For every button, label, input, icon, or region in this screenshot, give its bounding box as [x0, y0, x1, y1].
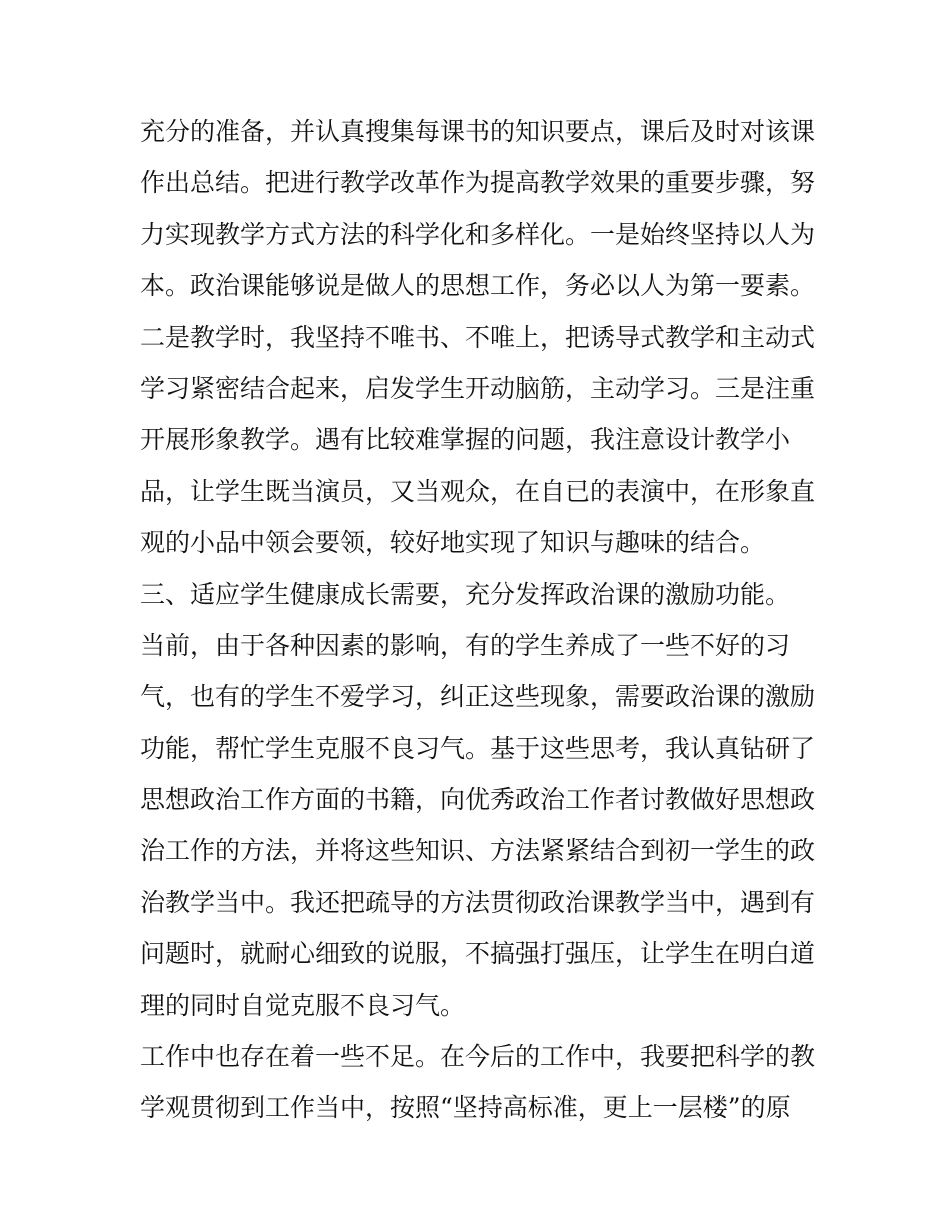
text-line: 品，让学生既当演员，又当观众，在自已的表演中，在形象直: [140, 476, 816, 506]
text-line: 充分的准备，并认真搜集每课书的知识要点，课后及时对该课: [140, 117, 816, 146]
text-line: 气，也有的学生不爱学习，纠正这些现象，需要政治课的激励: [140, 682, 816, 712]
text-line: 当前，由于各种因素的影响，有的学生养成了一些不好的习: [140, 630, 791, 660]
section-heading: 三、适应学生健康成长需要，充分发挥政治课的激励功能。: [140, 579, 791, 609]
body-text: [140, 106, 820, 1134]
text-line: 工作中也存在着一些不足。在今后的工作中，我要把科学的教: [140, 1042, 816, 1072]
text-line: 作出总结。把进行教学改革作为提高教学效果的重要步骤，努: [140, 168, 816, 198]
text-line: 治教学当中。我还把疏导的方法贯彻政治课教学当中，遇到有: [140, 887, 816, 917]
text-line: 功能，帮忙学生克服不良习气。基于这些思考，我认真钻研了: [140, 733, 816, 763]
text-line: 学习紧密结合起来，启发学生开动脑筋，主动学习。三是注重: [140, 373, 816, 403]
text-line: 治工作的方法，并将这些知识、方法紧紧结合到初一学生的政: [140, 836, 816, 866]
text-line: 问题时，就耐心细致的说服，不搞强打强压，让学生在明白道: [140, 939, 816, 969]
text-line: 二是教学时，我坚持不唯书、不唯上，把诱导式教学和主动式: [140, 322, 816, 352]
text-line: 观的小品中领会要领，较好地实现了知识与趣味的结合。: [140, 528, 766, 558]
text-line: 学观贯彻到工作当中，按照“坚持高标准，更上一层楼”的原: [140, 1093, 791, 1123]
text-line: 理的同时自觉克服不良习气。: [140, 990, 466, 1020]
text-line: 开展形象教学。遇有比较难掌握的问题，我注意设计教学小: [140, 425, 791, 455]
text-line: 本。政治课能够说是做人的思想工作，务必以人为第一要素。: [140, 271, 816, 301]
text-line: 思想政治工作方面的书籍，向优秀政治工作者讨教做好思想政: [140, 785, 816, 815]
text-line: 力实现教学方式方法的科学化和多样化。一是始终坚持以人为: [140, 219, 816, 249]
